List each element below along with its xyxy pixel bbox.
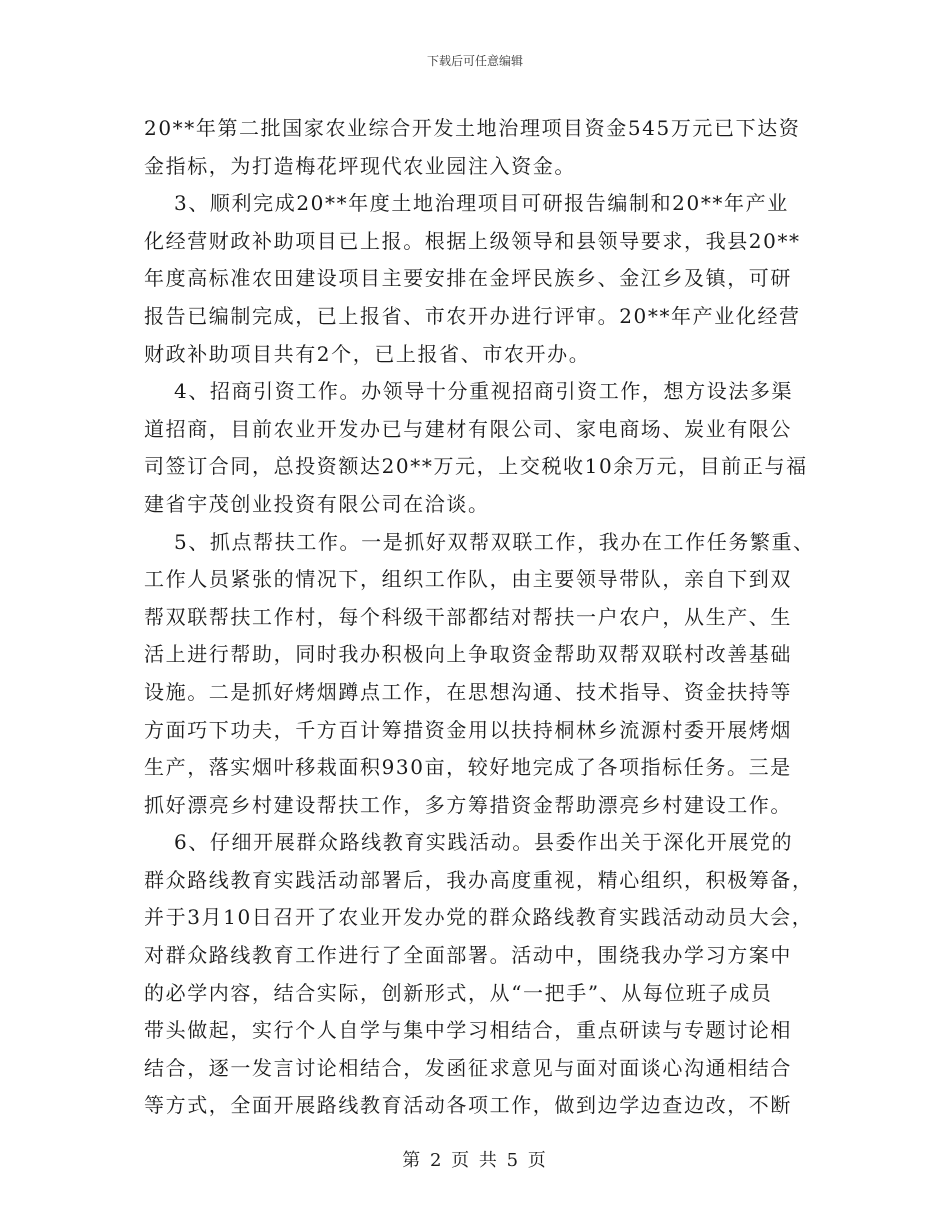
paragraph-first-line: 4、招商引资工作。办领导十分重视招商引资工作，想方设法多渠: [174, 379, 794, 404]
paragraph-line: 设施。二是抓好烤烟蹲点工作，在思想沟通、技术指导、资金扶持等: [144, 679, 792, 704]
paragraph-line: 帮双联帮扶工作村，每个科级干部都结对帮扶一户农户，从生产、生: [144, 604, 792, 629]
paragraph-line: 司签订合同，总投资额达20**万元，上交税收10余万元，目前正与福: [144, 454, 808, 479]
paragraph-first-line: 6、仔细开展群众路线教育实践活动。县委作出关于深化开展党的: [174, 830, 794, 855]
document-body: [144, 110, 834, 1125]
paragraph-line: 并于3月10日召开了农业开发办党的群众路线教育实践活动动员大会，: [144, 905, 814, 930]
paragraph-line: 工作人员紧张的情况下，组织工作队，由主要领导带队，亲自下到双: [144, 567, 792, 592]
paragraph-line: 20**年第二批国家农业综合开发土地治理项目资金545万元已下达资: [144, 116, 801, 140]
paragraph-line: 报告已编制完成，已上报省、市农开办进行评审。20**年产业化经营: [144, 303, 801, 328]
paragraph-line: 抓好漂亮乡村建设帮扶工作，多方筹措资金帮助漂亮乡村建设工作。: [144, 792, 792, 817]
page-header: 下载后可任意编辑: [426, 54, 523, 68]
paragraph-line: 道招商，目前农业开发办已与建材有限公司、家电商场、炭业有限公: [144, 416, 792, 441]
page-number-footer: 第 2 页 共 5 页: [402, 1150, 548, 1171]
paragraph-line: 方面巧下功夫，千方百计筹措资金用以扶持桐林乡流源村委开展烤烟: [144, 717, 792, 742]
paragraph-line: 年度高标准农田建设项目主要安排在金坪民族乡、金江乡及镇，可研: [144, 266, 792, 291]
paragraph-line: 对群众路线教育工作进行了全面部署。活动中，围绕我办学习方案中: [144, 943, 792, 968]
paragraph-line: 带头做起，实行个人自学与集中学习相结合，重点研读与专题讨论相: [144, 1018, 792, 1043]
paragraph-line: 的必学内容，结合实际，创新形式，从“一把手”、从每位班子成员: [144, 980, 773, 1005]
paragraph-first-line: 3、顺利完成20**年度土地治理项目可研报告编制和20**年产业: [174, 191, 789, 216]
paragraph-line: 金指标，为打造梅花坪现代农业园注入资金。: [144, 153, 576, 178]
paragraph-line: 活上进行帮助，同时我办积极向上争取资金帮助双帮双联村改善基础: [144, 642, 792, 667]
paragraph-line: 建省宇茂创业投资有限公司在洽谈。: [144, 491, 490, 516]
paragraph-line: 生产，落实烟叶移栽面积930亩，较好地完成了各项指标任务。三是: [144, 755, 792, 780]
paragraph-first-line: 5、抓点帮扶工作。一是抓好双帮双联工作，我办在工作任务繁重、: [174, 529, 815, 554]
paragraph-line: 等方式，全面开展路线教育活动各项工作，做到边学边查边改，不断: [144, 1093, 792, 1118]
paragraph-line: 结合，逐一发言讨论相结合，发函征求意见与面对面谈心沟通相结合: [144, 1055, 792, 1080]
paragraph-line: 化经营财政补助项目已上报。根据上级领导和县领导要求，我县20**: [144, 228, 801, 253]
paragraph-line: 群众路线教育实践活动部署后，我办高度重视，精心组织，积极筹备，: [144, 867, 814, 892]
paragraph-line: 财政补助项目共有2个，已上报省、市农开办。: [144, 341, 591, 366]
